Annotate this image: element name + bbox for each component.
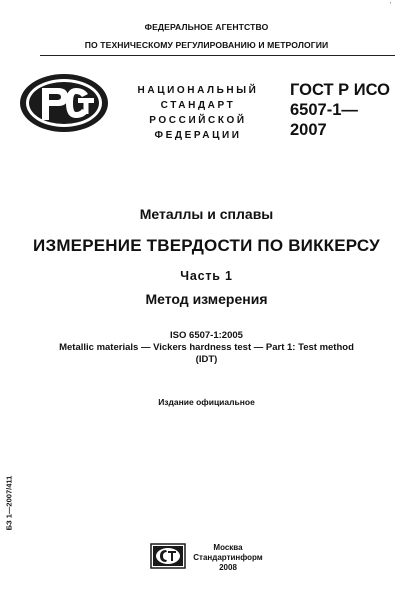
idt-label: (IDT) bbox=[195, 354, 218, 365]
subject-title: Металлы и сплавы bbox=[139, 206, 274, 222]
agency-line-2: ПО ТЕХНИЧЕСКОМУ РЕГУЛИРОВАНИЮ И МЕТРОЛОГИИ bbox=[84, 40, 329, 50]
gost-r-logo-icon bbox=[18, 72, 110, 134]
standartinform-logo-icon bbox=[150, 543, 186, 569]
main-title: ИЗМЕРЕНИЕ ТВЕРДОСТИ ПО ВИККЕРСУ bbox=[33, 236, 380, 255]
national-standard-line-1: НАЦИОНАЛЬНЫЙ bbox=[137, 85, 259, 96]
english-title: Metallic materials — Vickers hardness test — Part 1: Test method bbox=[59, 342, 354, 353]
publisher-year: 2008 bbox=[219, 563, 237, 572]
side-code bbox=[2, 468, 16, 538]
standard-designation bbox=[290, 80, 405, 140]
publisher-city: Москва bbox=[213, 543, 243, 552]
publisher-info bbox=[190, 543, 266, 573]
header-divider bbox=[40, 55, 395, 56]
national-standard-line-3: РОССИЙСКОЙ bbox=[149, 115, 247, 126]
designation-line-1: ГОСТ Р ИСО bbox=[290, 81, 390, 99]
side-code-text: БЗ 1—2007/411 bbox=[4, 475, 14, 531]
agency-line-1: ФЕДЕРАЛЬНОЕ АГЕНТСТВО bbox=[144, 22, 269, 32]
part-title: Метод измерения bbox=[145, 291, 268, 307]
corner-mark: ' bbox=[390, 2, 392, 9]
iso-number: ISO 6507-1:2005 bbox=[170, 330, 243, 341]
publisher-name: Стандартинформ bbox=[193, 553, 263, 562]
edition-label: Издание официальное bbox=[158, 397, 255, 407]
part-number: Часть 1 bbox=[180, 269, 233, 283]
national-standard-line-4: ФЕДЕРАЦИИ bbox=[154, 130, 242, 141]
designation-line-2: 6507-1— bbox=[290, 101, 358, 119]
designation-line-3: 2007 bbox=[290, 121, 327, 139]
national-standard-line-2: СТАНДАРТ bbox=[160, 100, 236, 111]
